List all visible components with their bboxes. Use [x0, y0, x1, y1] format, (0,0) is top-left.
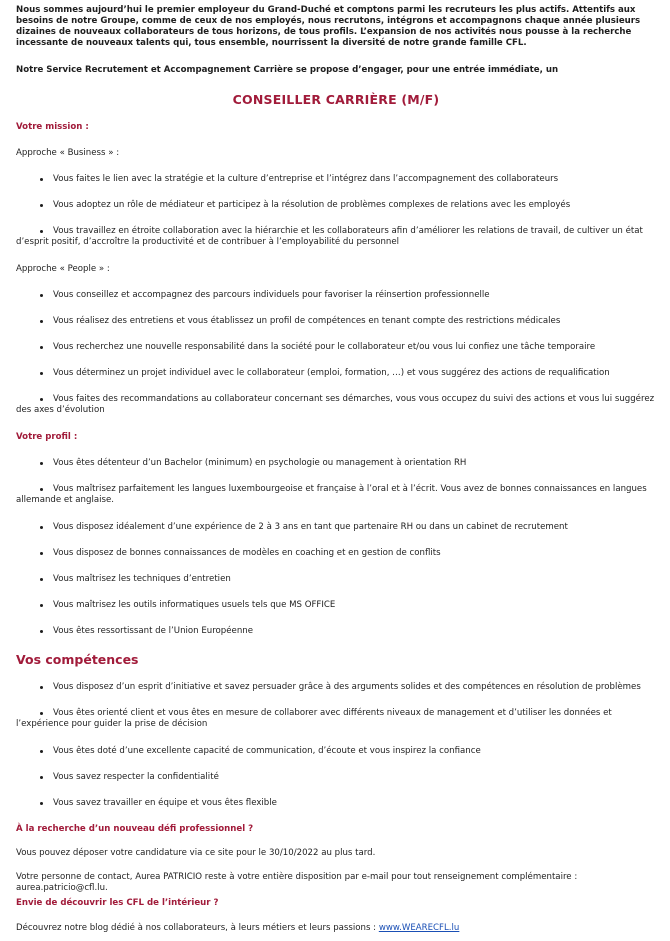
- blog-text: Découvrez notre blog dédié à nos collaborateurs, à leurs métiers et leurs passions :: [16, 923, 379, 933]
- business-approach-label: Approche « Business » :: [16, 148, 120, 158]
- list-item: Vous savez respecter la confidentialité: [16, 772, 656, 783]
- business-list: [16, 174, 656, 226]
- list-item: Vous disposez idéalement d’une expérience de 2 à 3 ans en tant que partenaire RH ou dans un cabinet de recrutement: [16, 522, 656, 533]
- list-item: Vous êtes doté d’une excellente capacité de communication, d’écoute et vous inspirez la confiance: [16, 746, 656, 757]
- bullet-icon: [40, 802, 43, 805]
- list-item: Vous maîtrisez les outils informatiques usuels tels que MS OFFICE: [16, 600, 656, 611]
- list-item: Vous disposez de bonnes connaissances de modèles en coaching et en gestion de conflits: [16, 548, 656, 559]
- job-title: CONSEILLER CARRIÈRE (M/F): [232, 92, 440, 107]
- bullet-icon: [40, 294, 43, 297]
- profile-heading: Votre profil :: [16, 432, 78, 442]
- list-item: Vous adoptez un rôle de médiateur et participez à la résolution de problèmes complexes de relations avec les employés: [16, 200, 656, 211]
- deadline-text: Vous pouvez déposer votre candidature via ce site pour le 30/10/2022 au plus tard.: [16, 848, 376, 858]
- contact-text: Votre personne de contact, Aurea PATRICIO reste à votre entière disposition par e-mail pour tout renseignement complémentaire : aurea.patricio@cfl.lu.: [16, 872, 578, 893]
- discover-heading: Envie de découvrir les CFL de l’intérieur ?: [16, 898, 219, 908]
- bullet-icon: [40, 712, 43, 715]
- list-item: Vous faites le lien avec la stratégie et la culture d’entreprise et l’intégrez dans l’accompagnement des collaborateurs: [16, 174, 656, 185]
- list-item: Vous êtes ressortissant de l’Union Européenne: [16, 626, 656, 637]
- bullet-icon: [40, 604, 43, 607]
- intro-paragraph: Nous sommes aujourd’hui le premier employeur du Grand-Duché et comptons parmi les recruteurs les plus actifs. Attentifs aux besoins de notre Groupe, comme de ceux de nos employés, nous recrutons, intégrons et accompagnons chaque année plusieurs dizaines de nouveaux collaborateurs de tous horizons, de tous profils. L’expansion de nos activités nous pousse à la recherche incessante de nouveaux talents qui, tous ensemble, nourrissent la diversité de notre grande famille CFL.: [16, 5, 641, 48]
- list-item: Vous êtes détenteur d’un Bachelor (minimum) en psychologie ou management à orientation RH: [16, 458, 656, 469]
- bullet-icon: [40, 230, 43, 233]
- bullet-icon: [40, 552, 43, 555]
- bullet-icon: [40, 178, 43, 181]
- list-item: Vous disposez d’un esprit d’initiative et savez persuader grâce à des arguments solides et des compétences en résolution de problèmes: [16, 682, 656, 693]
- list-item: Vous réalisez des entretiens et vous établissez un profil de compétences en tenant compte des restrictions médicales: [16, 316, 656, 327]
- bullet-icon: [40, 398, 43, 401]
- bullet-icon: [40, 750, 43, 753]
- bullet-icon: [40, 346, 43, 349]
- bullet-icon: [40, 204, 43, 207]
- list-item: Vous recherchez une nouvelle responsabilité dans la société pour le collaborateur et/ou vous lui confiez une tâche temporaire: [16, 342, 656, 353]
- skills-heading: Vos compétences: [16, 652, 139, 667]
- list-item: Vous maîtrisez les techniques d’entretien: [16, 574, 656, 585]
- bullet-icon: [40, 526, 43, 529]
- list-item: Vous êtes orienté client et vous êtes en mesure de collaborer avec différents niveaux de management et d’utiliser les données et l’expérience pour guider la prise de décision: [16, 708, 612, 729]
- bullet-icon: [40, 488, 43, 491]
- blog-link[interactable]: www.WEARECFL.lu: [378, 923, 460, 933]
- mission-heading: Votre mission :: [16, 122, 89, 132]
- blog-paragraph: [16, 923, 656, 934]
- bullet-icon: [40, 686, 43, 689]
- list-item: Vous déterminez un projet individuel avec le collaborateur (emploi, formation, …) et vous suggérez des actions de requalification: [16, 368, 656, 379]
- lead-sentence: Notre Service Recrutement et Accompagnement Carrière se propose d’engager, pour une entrée immédiate, un: [16, 65, 559, 75]
- bullet-icon: [40, 320, 43, 323]
- bullet-icon: [40, 630, 43, 633]
- people-approach-label: Approche « People » :: [16, 264, 110, 274]
- people-list: [16, 290, 656, 394]
- bullet-icon: [40, 372, 43, 375]
- list-item: Vous conseillez et accompagnez des parcours individuels pour favoriser la réinsertion professionnelle: [16, 290, 656, 301]
- bullet-icon: [40, 776, 43, 779]
- list-item: Vous travaillez en étroite collaboration avec la hiérarchie et les collaborateurs afin d’améliorer les relations de travail, de cultiver un état d’esprit positif, d’accroître la productivité et de contribuer à l’employabilité du personnel: [16, 226, 643, 247]
- challenge-heading: À la recherche d’un nouveau défi professionnel ?: [16, 824, 254, 834]
- bullet-icon: [40, 578, 43, 581]
- list-item: Vous maîtrisez parfaitement les langues luxembourgeoise et française à l’oral et à l’écrit. Vous avez de bonnes connaissances en langues allemande et anglaise.: [16, 484, 647, 505]
- list-item: Vous faites des recommandations au collaborateur concernant ses démarches, vous vous occupez du suivi des actions et vous lui suggérez des axes d’évolution: [16, 394, 655, 415]
- bullet-icon: [40, 462, 43, 465]
- list-item: Vous savez travailler en équipe et vous êtes flexible: [16, 798, 656, 809]
